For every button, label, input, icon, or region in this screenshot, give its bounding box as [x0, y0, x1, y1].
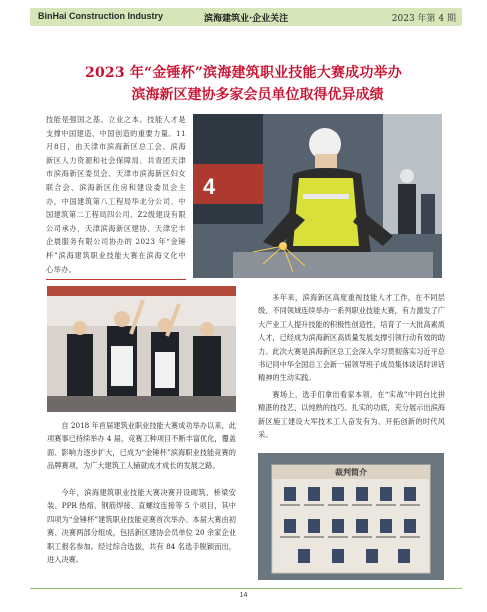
board-title: 裁判简介 — [335, 468, 367, 477]
article-paragraph-left-2: 今年，滨海建筑职业技能大赛决赛开设砌筑、桥梁安装、PPR 热熔、钢筋焊接、直螺纹连接等 5 个项目，其中四项为“金锤杯”建筑职业技能竞赛首次举办。本届大赛由初赛、决赛两部分组成，包括新区建协会员单位 20 余家企业职工报名参加。经过综合选拔，共有 84 名选手脱颖而出，进入决赛。 — [47, 488, 236, 565]
page-number: 14 — [239, 592, 248, 599]
photo-welder-illustration — [193, 114, 442, 278]
article-title-line2: 滨海新区建协多家会员单位取得优异成绩 — [131, 87, 384, 103]
photo-judges-board-illustration — [258, 453, 444, 580]
issue-number: 2023 年第 4 期 — [391, 14, 456, 24]
photo-ceremony-illustration — [47, 286, 236, 412]
article-title-line1: 2023 年“金锤杯”滨海建筑职业技能大赛成功举办 — [85, 65, 402, 81]
photo-ceremony — [47, 286, 236, 412]
page-header — [30, 8, 462, 26]
article-paragraph-right-1: 多年来，滨海新区高度重视技能人才工作，在不同层级、不同领域连续举办一系列职业技能大赛，有力激发了广大产业工人提升技能的积极性创造性，培育了一大批高素质人才，已经成为滨海新区高质量发展支撑引领行动有效的助力。此次大赛是滨海新区总工会深入学习贯彻落实习近平总书记同中华全国总工会新一届领导班子成员集体谈话时讲话精神的生动实践。 — [258, 293, 445, 383]
journal-name: BinHai Construction Industry — [38, 11, 164, 21]
section-name: 滨海建筑业·企业关注 — [204, 14, 289, 24]
article-paragraph-right-2: 赛场上，选手们拿出看家本领，在“实战”中同台比拼精湛的技艺，以纯熟的技巧、扎实的功底，充分展示出滨海新区施工建设大军技术工人奋发有为、开拓创新的时代风采。 — [258, 390, 445, 440]
photo-welder — [193, 114, 442, 278]
article-paragraph-left-1: 自 2018 年首届建筑业职业技能大赛成功举办以来，此项赛事已持续举办 4 届，竞赛工种项目不断丰富优化，覆盖面、影响力逐步扩大，已成为“金锤杯”滨海职业技能竞赛的品牌赛项，为广大建筑工人铺就成才成长的发展之路。 — [47, 421, 236, 471]
photo-judges-board — [258, 453, 444, 580]
intro-divider — [46, 279, 186, 280]
footer-divider — [30, 588, 462, 589]
article-intro: 技能是强国之基、立业之本。技能人才是支撑中国建造、中国创造的重要力量。11月8日，由天津市滨海新区总工会、滨海新区人力资源和社会保障局、共青团天津市滨海新区委员会、天津市滨海新区妇女联合会、滨海新区住房和建设委员会主办，中国建筑第八工程局华北分公司、中国建筑第二工程局四公司、Z2级建设有限公司承办，天津滨海新区建协、天津宏丰企晨服务有限公司协办的 2023 年“金锤杯”滨海建筑职业技能大赛在滨海文化中心举办。 — [46, 115, 186, 274]
photo-banner-text: 4 — [203, 174, 216, 199]
